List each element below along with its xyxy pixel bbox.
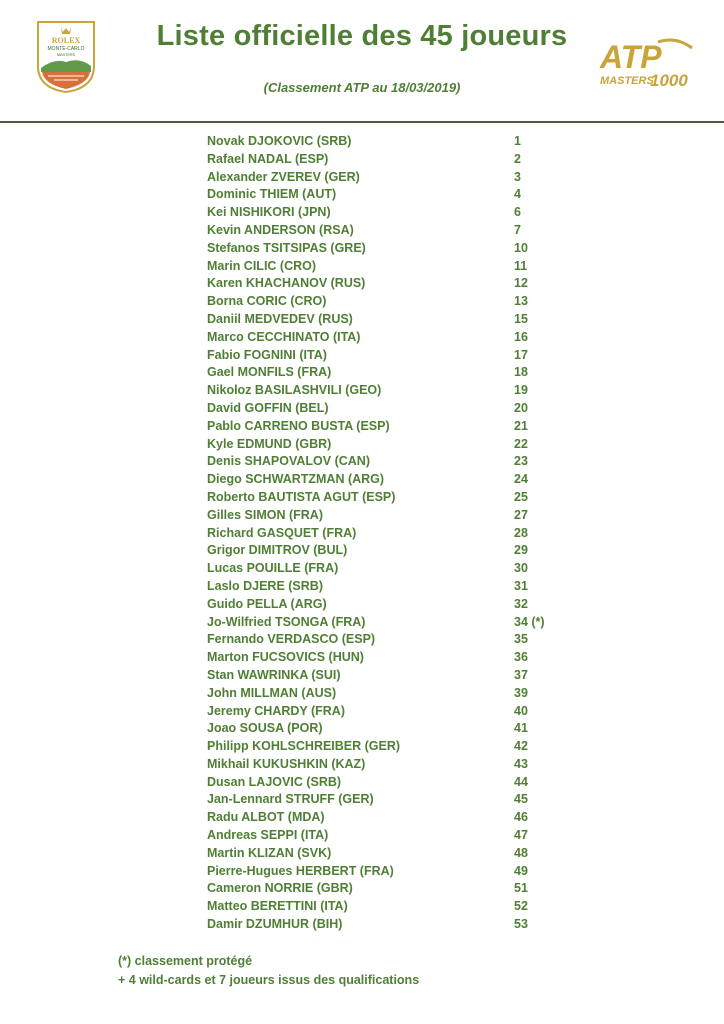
player-name: Dusan LAJOVIC (SRB) bbox=[207, 774, 342, 789]
player-rank: 10 bbox=[514, 240, 528, 255]
player-name: Dominic THIEM (AUT) bbox=[207, 187, 337, 202]
player-name: Gilles SIMON (FRA) bbox=[207, 507, 323, 522]
player-name: Stefanos TSITSIPAS (GRE) bbox=[207, 240, 366, 255]
player-rank: 27 bbox=[514, 507, 528, 522]
player-rank: 43 bbox=[514, 756, 528, 771]
player-rank: 36 bbox=[514, 650, 528, 665]
player-row bbox=[0, 864, 724, 882]
player-name: Kei NISHIKORI (JPN) bbox=[207, 205, 331, 220]
player-rank: 48 bbox=[514, 845, 528, 860]
player-row bbox=[0, 437, 724, 455]
player-rank: 17 bbox=[514, 347, 528, 362]
player-row bbox=[0, 419, 724, 437]
player-row bbox=[0, 259, 724, 277]
player-name: Richard GASQUET (FRA) bbox=[207, 525, 357, 540]
player-rank: 52 bbox=[514, 899, 528, 914]
player-rank: 16 bbox=[514, 329, 528, 344]
player-rank: 22 bbox=[514, 436, 528, 451]
player-name: Marton FUCSOVICS (HUN) bbox=[207, 650, 364, 665]
player-row bbox=[0, 632, 724, 650]
logo-text-atp: ATP bbox=[600, 39, 662, 75]
player-name: Denis SHAPOVALOV (CAN) bbox=[207, 454, 370, 469]
player-rank: 25 bbox=[514, 489, 528, 504]
player-rank: 19 bbox=[514, 383, 528, 398]
player-rank: 13 bbox=[514, 294, 528, 309]
header bbox=[0, 0, 724, 122]
player-row bbox=[0, 152, 724, 170]
player-row bbox=[0, 134, 724, 152]
player-rank: 11 bbox=[514, 258, 528, 273]
player-name: Jo-Wilfried TSONGA (FRA) bbox=[207, 614, 366, 629]
player-rank: 18 bbox=[514, 365, 528, 380]
player-row bbox=[0, 810, 724, 828]
player-row bbox=[0, 187, 724, 205]
player-rank: 12 bbox=[514, 276, 528, 291]
player-name: Marco CECCHINATO (ITA) bbox=[207, 329, 361, 344]
player-row bbox=[0, 472, 724, 490]
player-row bbox=[0, 597, 724, 615]
player-row bbox=[0, 294, 724, 312]
player-rank: 6 bbox=[514, 205, 521, 220]
player-name: Pierre-Hugues HERBERT (FRA) bbox=[207, 863, 394, 878]
player-rank: 51 bbox=[514, 881, 528, 896]
player-row bbox=[0, 792, 724, 810]
player-row bbox=[0, 383, 724, 401]
player-row bbox=[0, 223, 724, 241]
player-name: Roberto BAUTISTA AGUT (ESP) bbox=[207, 489, 396, 504]
player-row bbox=[0, 401, 724, 419]
player-rank: 24 bbox=[514, 472, 528, 487]
player-row bbox=[0, 508, 724, 526]
player-name: Stan WAWRINKA (SUI) bbox=[207, 667, 341, 682]
player-rank: 28 bbox=[514, 525, 528, 540]
logo-text-rolex: ROLEX bbox=[51, 36, 81, 45]
player-rank: 45 bbox=[514, 792, 528, 807]
header-divider bbox=[0, 121, 724, 123]
player-row bbox=[0, 739, 724, 757]
player-row bbox=[0, 312, 724, 330]
player-row bbox=[0, 650, 724, 668]
footnotes bbox=[118, 954, 419, 992]
player-name: Damir DZUMHUR (BIH) bbox=[207, 917, 343, 932]
player-row bbox=[0, 330, 724, 348]
player-name: Guido PELLA (ARG) bbox=[207, 596, 327, 611]
player-rank: 2 bbox=[514, 151, 521, 166]
player-name: Andreas SEPPI (ITA) bbox=[207, 828, 329, 843]
player-name: John MILLMAN (AUS) bbox=[207, 685, 337, 700]
player-name: Joao SOUSA (POR) bbox=[207, 721, 323, 736]
player-name: Marin CILIC (CRO) bbox=[207, 258, 317, 273]
player-row bbox=[0, 454, 724, 472]
logo-text-masters-atp: MASTERS bbox=[600, 75, 654, 87]
player-rank: 29 bbox=[514, 543, 528, 558]
player-row bbox=[0, 704, 724, 722]
player-list bbox=[0, 134, 724, 935]
player-name: Novak DJOKOVIC (SRB) bbox=[207, 134, 352, 148]
logo-text-1000: 1000 bbox=[650, 71, 688, 90]
player-rank: 46 bbox=[514, 810, 528, 825]
player-rank: 37 bbox=[514, 667, 528, 682]
player-name: Gael MONFILS (FRA) bbox=[207, 365, 332, 380]
player-name: Kevin ANDERSON (RSA) bbox=[207, 222, 354, 237]
player-rank: 20 bbox=[514, 400, 528, 415]
player-name: Cameron NORRIE (GBR) bbox=[207, 881, 353, 896]
player-rank: 3 bbox=[514, 169, 521, 184]
player-name: Borna CORIC (CRO) bbox=[207, 294, 327, 309]
player-name: Alexander ZVEREV (GER) bbox=[207, 169, 360, 184]
player-name: Laslo DJERE (SRB) bbox=[207, 578, 323, 593]
player-row bbox=[0, 365, 724, 383]
player-row bbox=[0, 686, 724, 704]
player-rank: 30 bbox=[514, 561, 528, 576]
player-name: Fernando VERDASCO (ESP) bbox=[207, 632, 376, 647]
player-rank: 40 bbox=[514, 703, 528, 718]
player-rank: 49 bbox=[514, 863, 528, 878]
player-name: Daniil MEDVEDEV (RUS) bbox=[207, 311, 353, 326]
qualifiers-note: + 4 wild-cards et 7 joueurs issus des qualifications bbox=[118, 973, 420, 987]
logo-text-masters: MASTERS bbox=[56, 53, 76, 57]
player-rank: 7 bbox=[514, 222, 521, 237]
player-row bbox=[0, 757, 724, 775]
player-rank: 1 bbox=[514, 134, 521, 148]
player-name: Jan-Lennard STRUFF (GER) bbox=[207, 792, 374, 807]
player-row bbox=[0, 543, 724, 561]
page-title: Liste officielle des 45 joueurs bbox=[156, 20, 568, 52]
player-rank: 15 bbox=[514, 311, 528, 326]
player-row bbox=[0, 775, 724, 793]
player-name: Philipp KOHLSCHREIBER (GER) bbox=[207, 739, 401, 754]
player-rank: 35 bbox=[514, 632, 528, 647]
player-name: Martin KLIZAN (SVK) bbox=[207, 845, 332, 860]
player-name: Fabio FOGNINI (ITA) bbox=[207, 347, 327, 362]
player-row bbox=[0, 170, 724, 188]
ranking-date-subtitle: (Classement ATP au 18/03/2019) bbox=[263, 80, 461, 95]
player-row bbox=[0, 205, 724, 223]
player-rank: 21 bbox=[514, 418, 528, 433]
player-name: Matteo BERETTINI (ITA) bbox=[207, 899, 348, 914]
player-rank: 39 bbox=[514, 685, 528, 700]
player-row bbox=[0, 241, 724, 259]
player-row bbox=[0, 917, 724, 935]
atp-masters-1000-logo-icon bbox=[596, 38, 698, 92]
player-rank: 34 (*) bbox=[514, 614, 545, 629]
player-rank: 4 bbox=[514, 187, 521, 202]
player-row bbox=[0, 276, 724, 294]
player-rank: 23 bbox=[514, 454, 528, 469]
player-row bbox=[0, 828, 724, 846]
player-row bbox=[0, 721, 724, 739]
logo-text-monte-carlo: MONTE-CARLO bbox=[47, 46, 85, 52]
player-name: Karen KHACHANOV (RUS) bbox=[207, 276, 366, 291]
player-name: Jeremy CHARDY (FRA) bbox=[207, 703, 345, 718]
player-row bbox=[0, 615, 724, 633]
player-row bbox=[0, 846, 724, 864]
player-row bbox=[0, 881, 724, 899]
player-rank: 53 bbox=[514, 917, 528, 932]
player-row bbox=[0, 899, 724, 917]
player-name: Pablo CARRENO BUSTA (ESP) bbox=[207, 418, 390, 433]
player-row bbox=[0, 561, 724, 579]
player-rank: 42 bbox=[514, 739, 528, 754]
player-name: Mikhail KUKUSHKIN (KAZ) bbox=[207, 756, 366, 771]
player-name: Nikoloz BASILASHVILI (GEO) bbox=[207, 383, 382, 398]
player-name: Kyle EDMUND (GBR) bbox=[207, 436, 332, 451]
player-name: Rafael NADAL (ESP) bbox=[207, 151, 329, 166]
protected-ranking-note: (*) classement protégé bbox=[118, 954, 253, 968]
player-row bbox=[0, 348, 724, 366]
player-row bbox=[0, 490, 724, 508]
player-name: Radu ALBOT (MDA) bbox=[207, 810, 325, 825]
player-name: Grigor DIMITROV (BUL) bbox=[207, 543, 348, 558]
player-row bbox=[0, 526, 724, 544]
player-rank: 41 bbox=[514, 721, 528, 736]
player-rank: 32 bbox=[514, 596, 528, 611]
player-name: Diego SCHWARTZMAN (ARG) bbox=[207, 472, 385, 487]
player-rank: 47 bbox=[514, 828, 528, 843]
player-row bbox=[0, 579, 724, 597]
player-name: Lucas POUILLE (FRA) bbox=[207, 561, 339, 576]
player-rank: 31 bbox=[514, 578, 528, 593]
player-name: David GOFFIN (BEL) bbox=[207, 400, 329, 415]
player-rank: 44 bbox=[514, 774, 528, 789]
player-row bbox=[0, 668, 724, 686]
